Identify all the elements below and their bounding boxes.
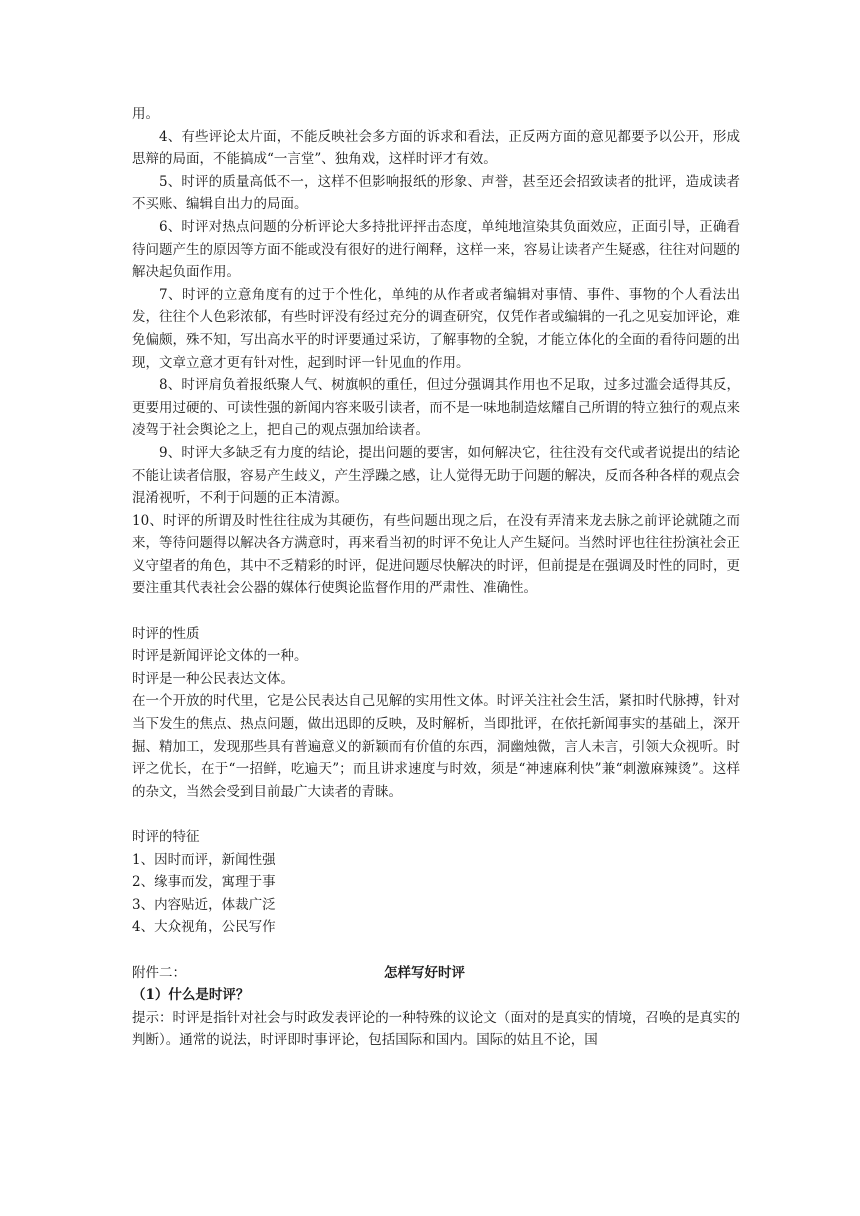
document-body: [132, 103, 740, 1052]
appendix-label: 附件二：: [132, 964, 186, 981]
paragraph-item-9: 9、时评大多缺乏有力度的结论，提出问题的要害，如何解决它，往往没有交代或者说提出的结论不能让读者信服，容易产生歧义，产生浮躁之感，让人觉得无助于问题的解决，反而各种各样的观点会混淆视听，不利于问题的正本清源。: [132, 444, 740, 507]
section-heading-nature: 时评的性质: [132, 625, 200, 642]
question-heading: （1）什么是时评？: [132, 987, 250, 1004]
paragraph-item-10: 10、时评的所谓及时性往往成为其硬伤，有些问题出现之后，在没有弄清来龙去脉之前评论就随之而来，等待问题得以解决各方满意时，再来看当初的时评不免让人产生疑问。当然时评也往往扮演社会正义守望者的角色，其中不乏精彩的时评，促进问题尽快解决的时评，但前提是在强调及时性的同时，更要注重其代表社会公器的媒体行使舆论监督作用的严肃性、准确性。: [132, 512, 740, 597]
spacer: [132, 939, 740, 962]
paragraph-item-5: 5、时评的质量高低不一，这样不但影响报纸的形象、声誉，甚至还会招致读者的批评，造成读者不买账、编辑自出力的局面。: [132, 173, 740, 213]
paragraph-item-4: 4、有些评论太片面，不能反映社会多方面的诉求和看法，正反两方面的意见都要予以公开，形成思辩的局面，不能搞成“一言堂”、独角戏，这样时评才有效。: [132, 128, 740, 168]
paragraph-item-7: 7、时评的立意角度有的过于个性化，单纯的从作者或者编辑对事情、事件、事物的个人看法出发，往往个人色彩浓郁，有些时评没有经过充分的调查研究，仅凭作者或编辑的一孔之见妄加评论，难免偏颇，殊不知，写出高水平的时评要通过采访，了解事物的全貌，才能立体化的全面的看待问题的出现，文章立意才更有针对性，起到时评一针见血的作用。: [132, 286, 740, 371]
paragraph-continuation: 用。: [132, 106, 159, 122]
section-heading-features: 时评的特征: [132, 829, 200, 845]
nature-line-2: 时评是一种公民表达文体。: [132, 670, 294, 687]
nature-paragraph: 在一个开放的时代里，它是公民表达自己见解的实用性文体。时评关注社会生活，紧扣时代脉搏，针对当下发生的焦点、热点问题，做出迅即的反映，及时解析，当即批评，在依托新闻事实的基础上，深开掘、精加工，发现那些具有普遍意义的新颖而有价值的东西，洞幽烛微，言人未言，引领大众视听。时评之优长，在于“一招鲜，吃遍天”；而且讲求速度与时效，须是“神速麻利快”兼“刺激麻辣烫”。这样的杂文，当然会受到目前最广大读者的青睐。: [132, 693, 740, 800]
appendix-title-row: [132, 962, 740, 985]
feature-item-3: 3、内容贴近，体裁广泛: [132, 896, 276, 913]
spacer: [132, 600, 740, 623]
appendix-title: 怎样写好时评: [384, 964, 465, 981]
paragraph-item-6: 6、时评对热点问题的分析评论大多持批评抨击态度，单纯地渲染其负面效应，正面引导，正确看待问题产生的原因等方面不能或没有很好的进行阐释，这样一来，容易让读者产生疑惑，往往对问题的解决起负面作用。: [132, 218, 740, 281]
feature-item-4: 4、大众视角，公民写作: [132, 919, 276, 936]
hint-paragraph: 提示：时评是指针对社会与时政发表评论的一种特殊的议论文（面对的是真实的情境，召唤的是真实的判断）。通常的说法，时评即时事评论，包括国际和国内。国际的姑且不论，国: [132, 1009, 740, 1049]
feature-item-1: 1、因时而评，新闻性强: [132, 851, 276, 868]
spacer: [132, 803, 740, 826]
paragraph-item-8: 8、时评肩负着报纸聚人气、树旗帜的重任，但过分强调其作用也不足取，过多过滥会适得其反，更要用过硬的、可读性强的新闻内容来吸引读者，而不是一味地制造炫耀自己所谓的特立独行的观点来凌驾于社会舆论之上，把自己的观点强加给读者。: [132, 377, 740, 439]
nature-line-1: 时评是新闻评论文体的一种。: [132, 648, 308, 665]
feature-item-2: 2、缘事而发，寓理于事: [132, 874, 276, 891]
